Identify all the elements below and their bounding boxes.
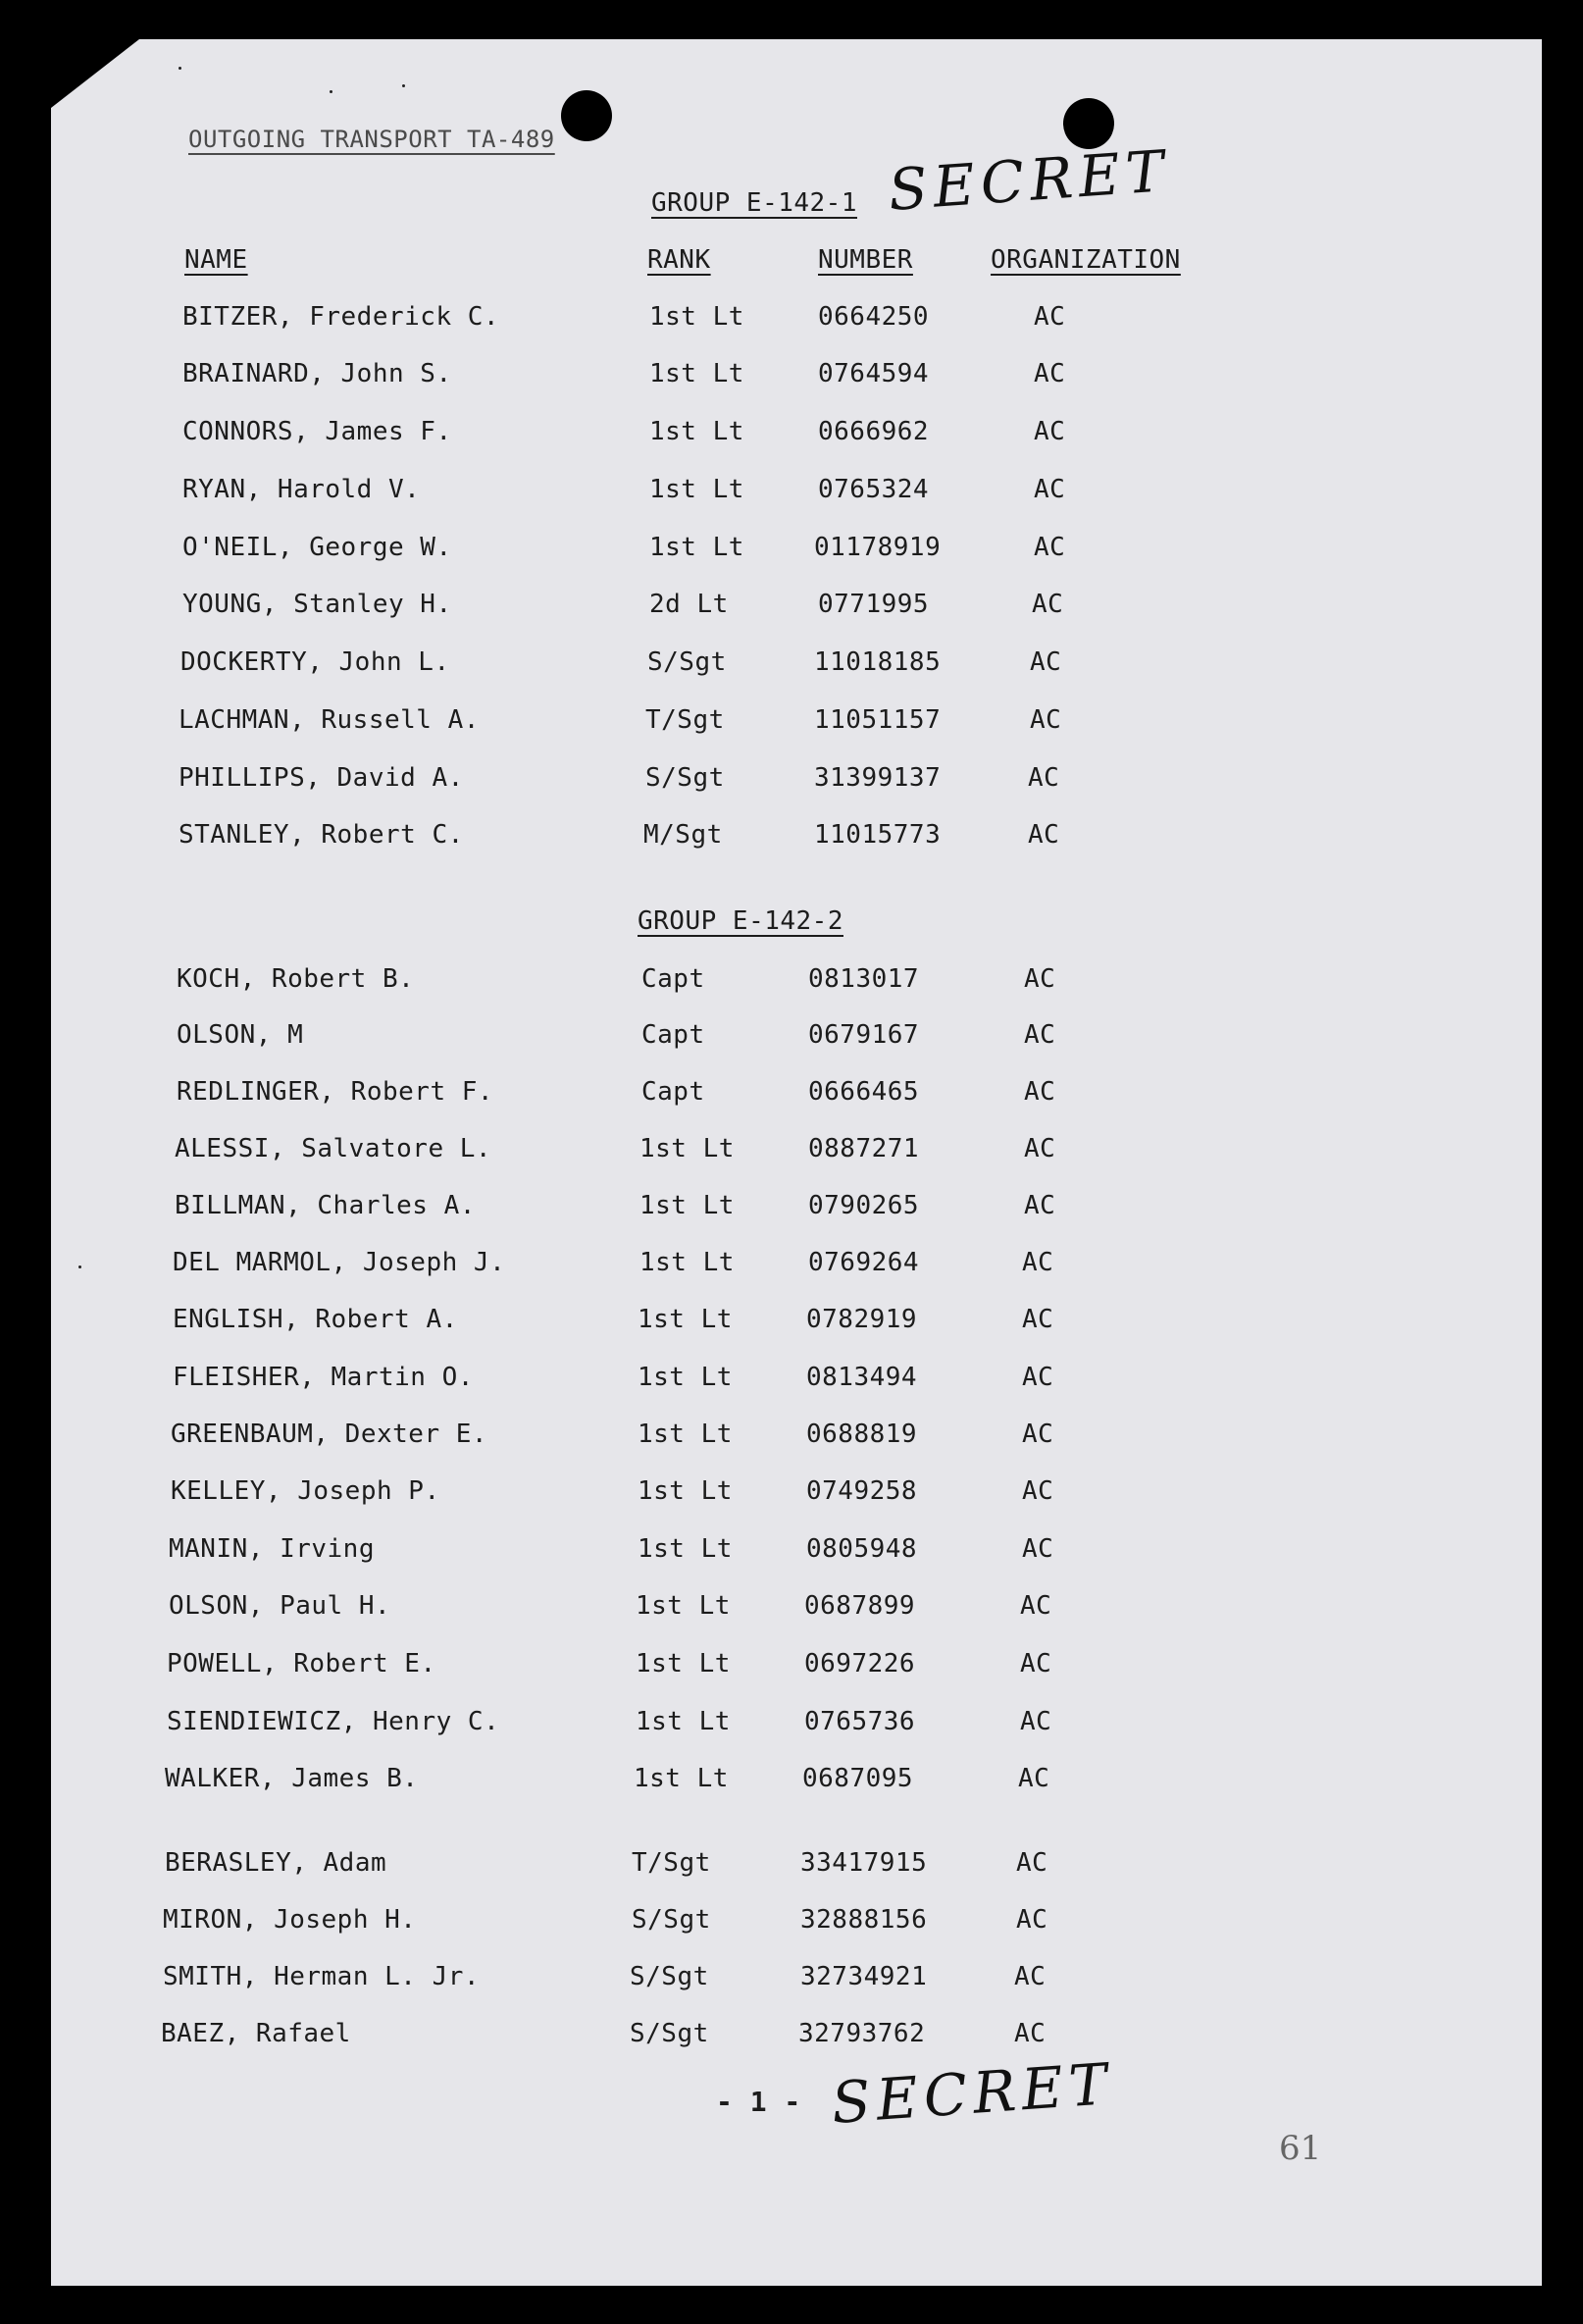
personnel-name: STANLEY, Robert C. (179, 820, 464, 850)
personnel-number: 0749258 (806, 1476, 918, 1506)
personnel-name: RYAN, Harold V. (182, 475, 421, 504)
personnel-rank: S/Sgt (630, 1962, 709, 1991)
personnel-rank: Capt (641, 964, 705, 994)
personnel-org: AC (1020, 1649, 1052, 1678)
personnel-org: AC (1022, 1476, 1054, 1506)
personnel-org: AC (1014, 2019, 1047, 2048)
personnel-number: 11018185 (814, 647, 942, 677)
personnel-number: 0765736 (804, 1707, 916, 1736)
personnel-org: AC (1020, 1591, 1052, 1621)
personnel-rank: M/Sgt (643, 820, 723, 850)
personnel-number: 0679167 (808, 1020, 920, 1050)
personnel-rank: 1st Lt (649, 475, 744, 504)
personnel-name: DEL MARMOL, Joseph J. (173, 1248, 506, 1277)
personnel-name: SIENDIEWICZ, Henry C. (167, 1707, 500, 1736)
personnel-name: REDLINGER, Robert F. (177, 1077, 494, 1107)
personnel-number: 11051157 (814, 705, 942, 735)
personnel-org: AC (1034, 302, 1066, 332)
personnel-number: 0771995 (818, 590, 930, 619)
personnel-number: 0790265 (808, 1191, 920, 1220)
personnel-rank: 1st Lt (638, 1305, 733, 1334)
personnel-number: 0764594 (818, 359, 930, 388)
personnel-rank: 1st Lt (649, 302, 744, 332)
personnel-name: O'NEIL, George W. (182, 533, 452, 562)
personnel-number: 01178919 (814, 533, 942, 562)
personnel-number: 0813494 (806, 1363, 918, 1392)
personnel-number: 32888156 (800, 1905, 928, 1935)
personnel-rank: 1st Lt (636, 1707, 731, 1736)
personnel-rank: 1st Lt (639, 1191, 735, 1220)
personnel-org: AC (1024, 964, 1056, 994)
page-marker: - 1 - (716, 2086, 801, 2118)
personnel-org: AC (1024, 1191, 1056, 1220)
personnel-rank: T/Sgt (645, 705, 725, 735)
personnel-name: SMITH, Herman L. Jr. (163, 1962, 481, 1991)
personnel-org: AC (1022, 1363, 1054, 1392)
personnel-org: AC (1022, 1248, 1054, 1277)
personnel-name: DOCKERTY, John L. (180, 647, 450, 677)
personnel-number: 0805948 (806, 1534, 918, 1564)
header-line: OUTGOING TRANSPORT TA-489 (188, 126, 555, 153)
personnel-name: BILLMAN, Charles A. (175, 1191, 476, 1220)
personnel-name: YOUNG, Stanley H. (182, 590, 452, 619)
personnel-name: OLSON, M (177, 1020, 304, 1050)
personnel-name: MIRON, Joseph H. (163, 1905, 417, 1935)
personnel-rank: 1st Lt (638, 1363, 733, 1392)
personnel-name: ENGLISH, Robert A. (173, 1305, 458, 1334)
personnel-rank: 1st Lt (636, 1649, 731, 1678)
personnel-name: GREENBAUM, Dexter E. (171, 1420, 488, 1449)
personnel-number: 32793762 (798, 2019, 926, 2048)
punch-hole-left (561, 90, 612, 141)
secret-stamp-bottom: SECRET (829, 2050, 1115, 2137)
personnel-rank: S/Sgt (632, 1905, 711, 1935)
personnel-number: 0697226 (804, 1649, 916, 1678)
personnel-number: 0688819 (806, 1420, 918, 1449)
personnel-rank: 1st Lt (636, 1591, 731, 1621)
personnel-rank: S/Sgt (645, 763, 725, 793)
personnel-name: ALESSI, Salvatore L. (175, 1134, 492, 1163)
personnel-name: CONNORS, James F. (182, 417, 452, 446)
personnel-rank: 1st Lt (634, 1764, 729, 1793)
personnel-number: 0769264 (808, 1248, 920, 1277)
personnel-rank: 1st Lt (638, 1534, 733, 1564)
personnel-org: AC (1022, 1420, 1054, 1449)
personnel-rank: 1st Lt (639, 1134, 735, 1163)
personnel-org: AC (1032, 590, 1064, 619)
personnel-number: 32734921 (800, 1962, 928, 1991)
personnel-org: AC (1034, 359, 1066, 388)
speck (330, 90, 332, 93)
personnel-rank: 1st Lt (649, 417, 744, 446)
personnel-name: WALKER, James B. (165, 1764, 419, 1793)
personnel-name: KELLEY, Joseph P. (171, 1476, 440, 1506)
personnel-number: 11015773 (814, 820, 942, 850)
personnel-rank: 1st Lt (649, 359, 744, 388)
personnel-name: BERASLEY, Adam (165, 1848, 387, 1878)
personnel-name: LACHMAN, Russell A. (179, 705, 480, 735)
personnel-name: POWELL, Robert E. (167, 1649, 436, 1678)
personnel-org: AC (1034, 475, 1066, 504)
personnel-org: AC (1028, 820, 1060, 850)
personnel-number: 0813017 (808, 964, 920, 994)
personnel-rank: S/Sgt (630, 2019, 709, 2048)
personnel-org: AC (1028, 763, 1060, 793)
col-header-number: NUMBER (818, 245, 913, 275)
page-number: 61 (1279, 2129, 1322, 2168)
personnel-name: PHILLIPS, David A. (179, 763, 464, 793)
personnel-number: 0687899 (804, 1591, 916, 1621)
personnel-rank: 1st Lt (639, 1248, 735, 1277)
personnel-rank: 1st Lt (649, 533, 744, 562)
personnel-name: OLSON, Paul H. (169, 1591, 391, 1621)
col-header-organization: ORGANIZATION (991, 245, 1181, 275)
personnel-name: BITZER, Frederick C. (182, 302, 500, 332)
personnel-name: BAEZ, Rafael (161, 2019, 351, 2048)
secret-stamp-top: SECRET (886, 137, 1172, 224)
torn-corner (51, 39, 139, 108)
personnel-org: AC (1024, 1134, 1056, 1163)
group1-title: GROUP E-142-1 (651, 188, 857, 218)
personnel-number: 0666962 (818, 417, 930, 446)
personnel-rank: T/Sgt (632, 1848, 711, 1878)
col-header-rank: RANK (647, 245, 711, 275)
personnel-rank: Capt (641, 1077, 705, 1107)
speck (402, 84, 405, 87)
group2-title: GROUP E-142-2 (638, 906, 843, 936)
personnel-org: AC (1030, 705, 1062, 735)
personnel-number: 0664250 (818, 302, 930, 332)
personnel-org: AC (1018, 1764, 1050, 1793)
personnel-org: AC (1016, 1905, 1048, 1935)
personnel-rank: S/Sgt (647, 647, 727, 677)
personnel-org: AC (1022, 1534, 1054, 1564)
personnel-org: AC (1020, 1707, 1052, 1736)
personnel-org: AC (1024, 1020, 1056, 1050)
speck (179, 67, 181, 70)
personnel-rank: 2d Lt (649, 590, 729, 619)
personnel-org: AC (1016, 1848, 1048, 1878)
personnel-number: 0666465 (808, 1077, 920, 1107)
personnel-number: 0887271 (808, 1134, 920, 1163)
personnel-name: MANIN, Irving (169, 1534, 375, 1564)
personnel-name: FLEISHER, Martin O. (173, 1363, 474, 1392)
personnel-rank: 1st Lt (638, 1420, 733, 1449)
personnel-number: 0687095 (802, 1764, 914, 1793)
personnel-org: AC (1014, 1962, 1047, 1991)
personnel-org: AC (1024, 1077, 1056, 1107)
personnel-org: AC (1034, 417, 1066, 446)
col-header-name: NAME (184, 245, 248, 275)
personnel-rank: Capt (641, 1020, 705, 1050)
personnel-number: 31399137 (814, 763, 942, 793)
personnel-number: 0765324 (818, 475, 930, 504)
personnel-rank: 1st Lt (638, 1476, 733, 1506)
personnel-number: 0782919 (806, 1305, 918, 1334)
personnel-name: BRAINARD, John S. (182, 359, 452, 388)
personnel-name: KOCH, Robert B. (177, 964, 415, 994)
personnel-org: AC (1022, 1305, 1054, 1334)
personnel-org: AC (1034, 533, 1066, 562)
personnel-number: 33417915 (800, 1848, 928, 1878)
personnel-org: AC (1030, 647, 1062, 677)
speck (78, 1265, 81, 1268)
